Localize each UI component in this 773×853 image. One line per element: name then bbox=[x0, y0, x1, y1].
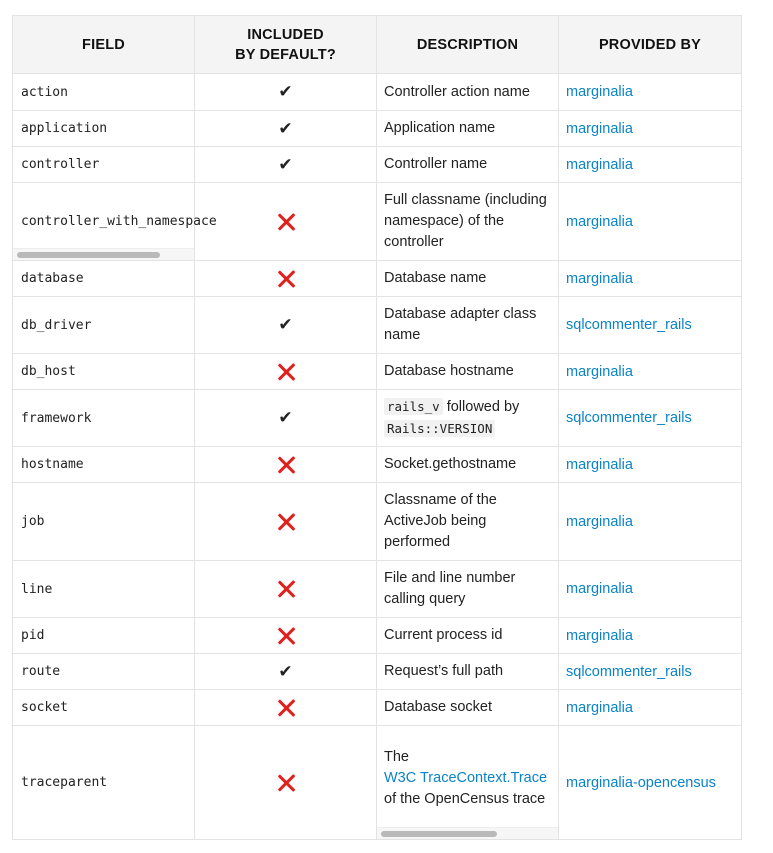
provider-link[interactable]: marginalia bbox=[566, 120, 633, 137]
field-name: action bbox=[13, 74, 195, 111]
provider-cell bbox=[559, 390, 742, 447]
field-name: traceparent bbox=[13, 726, 195, 840]
description: Current process id bbox=[377, 618, 559, 654]
field-name: route bbox=[13, 654, 195, 690]
check-icon: ✔ bbox=[278, 408, 293, 427]
provider-cell bbox=[559, 447, 742, 483]
fields-table-container bbox=[12, 15, 741, 840]
provider-cell bbox=[559, 726, 742, 840]
description: Socket.gethostname bbox=[377, 447, 559, 483]
provider-link[interactable]: marginalia bbox=[566, 513, 633, 530]
included-cell bbox=[195, 354, 377, 390]
description: Database hostname bbox=[377, 354, 559, 390]
field-name: database bbox=[13, 261, 195, 297]
description bbox=[377, 390, 559, 447]
included-cell bbox=[195, 183, 377, 261]
description: Database socket bbox=[377, 690, 559, 726]
provider-cell bbox=[559, 654, 742, 690]
description-text: followed by bbox=[446, 399, 520, 415]
field-name: hostname bbox=[13, 447, 195, 483]
table-row bbox=[13, 654, 742, 690]
table-row bbox=[13, 261, 742, 297]
provider-link[interactable]: marginalia bbox=[566, 363, 633, 380]
provider-cell bbox=[559, 111, 742, 147]
provider-cell bbox=[559, 483, 742, 561]
scrollbar-thumb[interactable] bbox=[17, 252, 160, 258]
description: Application name bbox=[377, 111, 559, 147]
trace-context-link[interactable]: W3C TraceContext.Trace bbox=[384, 770, 548, 786]
description: Database adapter class name bbox=[377, 297, 559, 354]
table-row bbox=[13, 483, 742, 561]
included-cell bbox=[195, 111, 377, 147]
cross-icon bbox=[277, 363, 295, 381]
table-row bbox=[13, 183, 742, 261]
field-horizontal-scrollbar[interactable] bbox=[13, 248, 194, 260]
check-icon: ✔ bbox=[278, 154, 293, 174]
table-row bbox=[13, 111, 742, 147]
description: Controller action name bbox=[377, 74, 559, 111]
check-icon: ✔ bbox=[278, 82, 293, 101]
check-icon: ✔ bbox=[278, 661, 293, 681]
included-cell bbox=[195, 483, 377, 561]
table-row bbox=[13, 354, 742, 390]
field-name: pid bbox=[13, 618, 195, 654]
table-row bbox=[13, 390, 742, 447]
header-included bbox=[195, 16, 377, 74]
included-cell bbox=[195, 147, 377, 183]
description-text: The bbox=[384, 749, 409, 765]
provider-cell bbox=[559, 147, 742, 183]
included-cell bbox=[195, 447, 377, 483]
table-row bbox=[13, 147, 742, 183]
description: Full classname (including namespace) of the controller bbox=[377, 183, 559, 261]
description: Database name bbox=[377, 261, 559, 297]
field-name: controller bbox=[13, 147, 195, 183]
table-row bbox=[13, 447, 742, 483]
description-horizontal-scrollbar[interactable] bbox=[377, 827, 558, 839]
provider-cell bbox=[559, 297, 742, 354]
field-name: socket bbox=[13, 690, 195, 726]
included-cell bbox=[195, 390, 377, 447]
provider-cell bbox=[559, 561, 742, 618]
field-name: application bbox=[13, 111, 195, 147]
field-name: job bbox=[13, 483, 195, 561]
provider-link[interactable]: marginalia bbox=[566, 270, 633, 287]
description: Request’s full path bbox=[377, 654, 559, 690]
provider-link[interactable]: marginalia bbox=[566, 627, 633, 644]
included-cell bbox=[195, 654, 377, 690]
description-scrollable bbox=[377, 726, 559, 840]
included-cell bbox=[195, 74, 377, 111]
provider-cell bbox=[559, 618, 742, 654]
header-row bbox=[13, 16, 742, 74]
provider-cell bbox=[559, 74, 742, 111]
provider-link[interactable]: sqlcommenter_rails bbox=[566, 663, 692, 680]
check-icon: ✔ bbox=[278, 118, 293, 138]
provider-link[interactable]: marginalia bbox=[566, 581, 633, 597]
provider-link[interactable]: sqlcommenter_rails bbox=[566, 410, 692, 426]
included-cell bbox=[195, 561, 377, 618]
field-name: db_host bbox=[13, 354, 195, 390]
description-text: of the OpenCensus trace bbox=[384, 791, 546, 807]
included-cell bbox=[195, 690, 377, 726]
description: File and line number calling query bbox=[377, 561, 559, 618]
cross-icon bbox=[277, 513, 295, 531]
description: Classname of the ActiveJob being performed bbox=[377, 483, 559, 561]
description: Controller name bbox=[377, 147, 559, 183]
field-name: controller_with_namespace bbox=[21, 214, 217, 229]
cross-icon bbox=[277, 699, 295, 717]
table-row bbox=[13, 690, 742, 726]
provider-link[interactable]: marginalia bbox=[566, 156, 633, 173]
table-row bbox=[13, 726, 742, 840]
cross-icon bbox=[277, 627, 295, 645]
description-code: rails_v bbox=[384, 398, 443, 415]
cross-icon bbox=[277, 774, 295, 792]
field-name-scrollable bbox=[13, 183, 217, 261]
field-name: line bbox=[13, 561, 195, 618]
included-cell bbox=[195, 618, 377, 654]
provider-link[interactable]: marginalia bbox=[566, 213, 633, 230]
header-field: FIELD bbox=[13, 16, 195, 74]
provider-link[interactable]: marginalia bbox=[566, 456, 633, 473]
cross-icon bbox=[277, 456, 295, 474]
cross-icon bbox=[277, 213, 295, 231]
table-row bbox=[13, 618, 742, 654]
provider-link[interactable]: sqlcommenter_rails bbox=[566, 317, 692, 333]
fields-table bbox=[12, 15, 742, 840]
cross-icon bbox=[277, 270, 295, 288]
table-row bbox=[13, 561, 742, 618]
provider-cell bbox=[559, 690, 742, 726]
cross-icon bbox=[277, 580, 295, 598]
provider-cell bbox=[559, 354, 742, 390]
provider-link[interactable]: marginalia bbox=[566, 699, 633, 716]
description-code: Rails::VERSION bbox=[384, 420, 495, 437]
included-cell bbox=[195, 297, 377, 354]
table-row bbox=[13, 74, 742, 111]
table-row bbox=[13, 297, 742, 354]
provider-link[interactable]: marginalia bbox=[566, 84, 633, 100]
header-provided-by: PROVIDED BY bbox=[559, 16, 742, 74]
included-cell bbox=[195, 726, 377, 840]
check-icon: ✔ bbox=[278, 315, 293, 334]
header-included-line2: BY DEFAULT? bbox=[235, 46, 336, 63]
scrollbar-thumb[interactable] bbox=[381, 831, 497, 837]
included-cell bbox=[195, 261, 377, 297]
provider-cell bbox=[559, 183, 742, 261]
provider-cell bbox=[559, 261, 742, 297]
field-name: framework bbox=[13, 390, 195, 447]
header-description: DESCRIPTION bbox=[377, 16, 559, 74]
provider-link[interactable]: marginalia-opencensus bbox=[566, 774, 716, 791]
field-name: db_driver bbox=[13, 297, 195, 354]
header-included-line1: INCLUDED bbox=[247, 26, 324, 43]
